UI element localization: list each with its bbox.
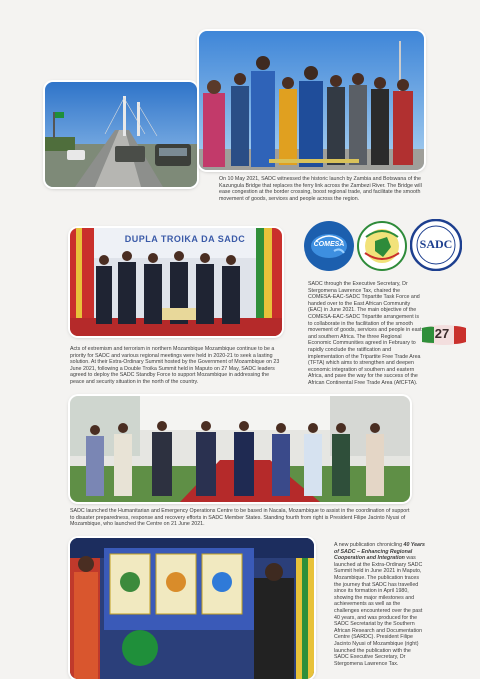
bridge-caption: On 10 May 2021, SADC witnessed the historic launch by Zambia and Botswana of the Kazungula Bridge that replaces the ferry link across the Zambezi River. The Bridge will ease congestion at the border crossing, boost regional trade, and facilitate the smooth movement of goods, services and people across the region.: [219, 176, 422, 202]
troika-caption: Acts of extremism and terrorism in northern Mozambique Mozambique continue to be a priority for SADC and various regional meetings were held in 2020-21 to seek a lasting solution. At their Extra-Ordinary Summit hosted by the Government of Mozambique on 23 June 2021, following a Double Troika Summit held in Maputo on 27 May, SADC leaders agreed to deploy the SADC Standby Force to support Mozambique in addressing the peace and security situation in the north of the country.: [70, 346, 280, 385]
tripartite-caption: SADC through the Executive Secretary, Dr Stergomena Lawrence Tax, chaired the COMESA-EAC-SADC Tripartite Task Force and handed over to the East African Community (EAC) in June 2021. The main objective of the COMESA-EAC-SADC Tripartite arrangement is to collaborate in the facilitation of the smooth movement of goods, services and people in east and southern Africa. The three Regional Economic Communities agreed in February to rapidly conclude the ratification and implementation of the Tripartite Free Trade Area (TFTA) which aims to strengthen and deepen economic integration of southern and eastern Africa, and pave the way for the success of the African Continental Free Trade Area (AfCFTA).: [308, 281, 422, 386]
publication-launch-photo: [70, 538, 314, 679]
publication-caption: [334, 542, 426, 667]
sadc-logo: [410, 219, 462, 271]
bridge-photo: [45, 82, 197, 187]
humanitarian-caption: SADC launched the Humanitarian and Emergency Operations Centre to be based in Nacala, Mozambique to assist in the coordination of support to disaster preparedness, response and recovery efforts in SADC Member States. Standing fourth from right is President Filipe Jacinto Nyusi of Mozambique, who launched the Centre on 21 June 2021.: [70, 508, 410, 528]
sadc-logo-text: SADC: [419, 237, 453, 251]
humanitarian-centre-photo: [70, 396, 410, 502]
troika-summit-photo: [70, 228, 282, 336]
comesa-logo: [304, 221, 354, 271]
publication-caption-intro: A new publication chronicling: [334, 542, 404, 548]
publication-title: 40 Years of SADC – Enhancing Regional Cooperation and Integration: [334, 542, 426, 562]
page-number: 27: [434, 326, 450, 341]
publication-caption-body: was launched at the Extra-Ordinary SADC Summit held in June 2021 in Maputo, Mozambique. The publication traces the journey that SADC has travelled since its formation in April 1980, showing the major milestones and achievements as well as the challenges encountered over the past 40 years, and was produced for the SADC Secretariat by the Southern African Research and Documentation Centre (SARDC). President Filipe Jacinto Nyusi of Mozambique (right) launched the publication with the SADC Executive Secretary, Dr Stergomena Lawrence Tax.: [334, 555, 423, 667]
eac-logo: [357, 221, 407, 271]
summit-banner-text: DUPLA TROIKA DA SADC: [124, 234, 246, 244]
leaders-bridge-photo: [199, 31, 424, 170]
comesa-logo-text: COMESA: [313, 241, 345, 248]
